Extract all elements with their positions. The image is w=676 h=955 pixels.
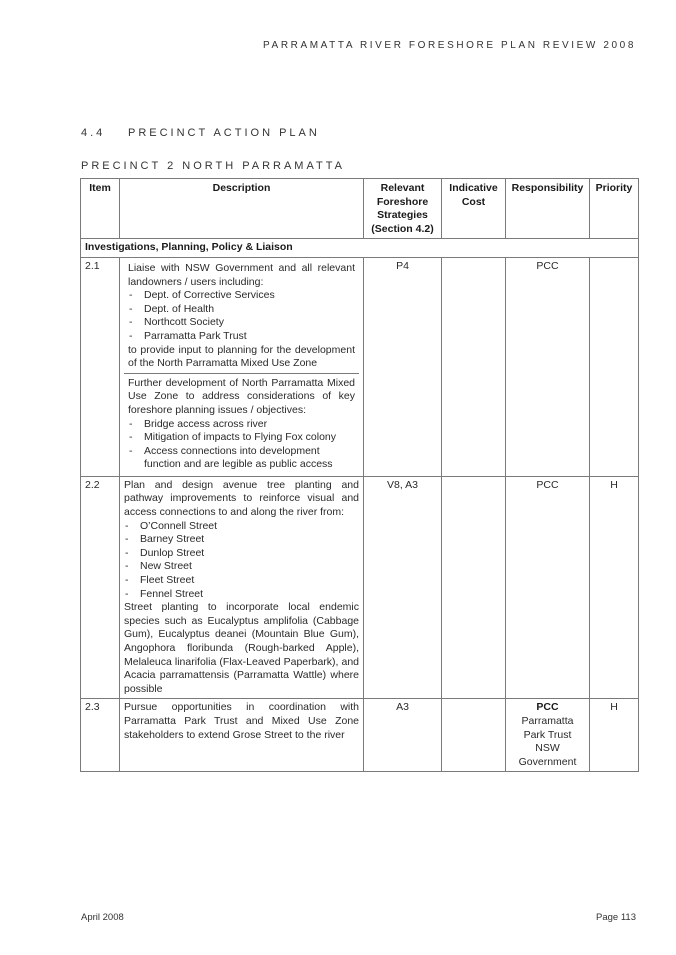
section-title: PRECINCT ACTION PLAN [128,127,320,139]
description-cell [120,476,364,699]
section-number: 4.4 [81,127,106,139]
bullet-item: - Bridge access across river [128,418,355,432]
table-body [81,239,639,772]
description-cell [120,257,364,476]
table-row [81,476,639,699]
bullet-item: - New Street [124,560,359,574]
header-strategies-line: Relevant [380,182,425,194]
header-strategies [364,179,442,239]
description-intro: Further development of North Parramatta Mixed Use Zone to address considerations of key foreshore planning issues / objectives: [128,376,355,416]
item-number: 2.3 [81,699,120,772]
cost-cell [442,476,506,699]
description-intro: Plan and design avenue tree planting and pathway improvements to reinforce visual and access connections to and along the river from: [124,478,359,519]
cost-cell [442,257,506,476]
priority-cell: H [590,476,639,699]
responsibility-party: Park Trust [523,728,572,741]
header-description: Description [120,179,364,239]
bullet-item: - Parramatta Park Trust [128,330,355,344]
group-heading: Investigations, Planning, Policy & Liaison [81,239,639,258]
responsibility-lead: PCC [536,478,559,491]
bullet-item: - Barney Street [124,533,359,547]
description-outro: to provide input to planning for the development of the North Parramatta Mixed Use Zone [128,343,355,370]
header-strategies-line: Foreshore [376,195,429,208]
responsibility-party: NSW [535,742,560,755]
footer-date: April 2008 [81,912,124,923]
responsibility-cell [506,476,590,699]
bullet-item: - Fleet Street [124,574,359,588]
description-part [124,373,359,474]
cost-cell [442,699,506,772]
item-number: 2.1 [81,257,120,476]
description-intro: Pursue opportunities in coordination with Parramatta Park Trust and Mixed Use Zone stakeholders to extend Grose Street to the river [124,701,359,741]
bullet-item: - Mitigation of impacts to Flying Fox colony [128,431,355,445]
priority-cell: H [590,699,639,772]
strategies-cell: P4 [364,257,442,476]
table-header-row [81,179,639,239]
bullet-item: - Dunlop Street [124,547,359,561]
header-cost-line: Cost [461,195,486,208]
precinct-action-table [80,178,639,772]
responsibility-lead: PCC [536,701,559,714]
bullet-item: - Northcott Society [128,316,355,330]
responsibility-cell [506,699,590,772]
section-heading [81,127,320,139]
table-row [81,699,639,772]
precinct-title: PRECINCT 2 NORTH PARRAMATTA [81,160,345,172]
responsibility-party: Government [518,755,577,768]
strategies-cell: V8, A3 [364,476,442,699]
header-strategies-line: Strategies [377,209,428,222]
header-item: Item [81,179,120,239]
description-intro: Liaise with NSW Government and all relevant landowners / users including: [128,261,355,288]
header-cost [442,179,506,239]
bullet-item: - O’Connell Street [124,520,359,534]
responsibility-party: Parramatta [521,714,574,727]
description-bullets [128,418,355,472]
header-strategies-line: (Section 4.2) [371,222,434,235]
responsibility-cell [506,257,590,476]
bullet-item: - Fennel Street [124,588,359,602]
table-row [81,257,639,476]
header-responsibility: Responsibility [506,179,590,239]
bullet-item: - Dept. of Health [128,303,355,317]
header-cost-line: Indicative [449,182,498,194]
footer-page-number: Page 113 [596,912,636,923]
bullet-item: - Access connections into development function and are legible as public access [128,445,355,472]
description-outro: Street planting to incorporate local endemic species such as Eucalyptus amplifolia (Cabbage Gum), Eucalyptus deanei (Mountain Blue Gum), Angophora floribunda (Rough-barked Apple), Melaleuca linarifolia (Flax-Leaved Paperbark), and Acacia parramattensis (Parramatta Wattle) where possible [124,601,359,695]
description-part [124,260,359,373]
description-bullets [128,289,355,343]
strategies-cell: A3 [364,699,442,772]
running-header: PARRAMATTA RIVER FORESHORE PLAN REVIEW 2008 [263,40,636,51]
priority-cell [590,257,639,476]
description-bullets [124,520,359,602]
responsibility-lead: PCC [536,259,559,272]
bullet-item: - Dept. of Corrective Services [128,289,355,303]
item-number: 2.2 [81,476,120,699]
description-cell [120,699,364,772]
group-heading-row [81,239,639,258]
header-priority: Priority [590,179,639,239]
